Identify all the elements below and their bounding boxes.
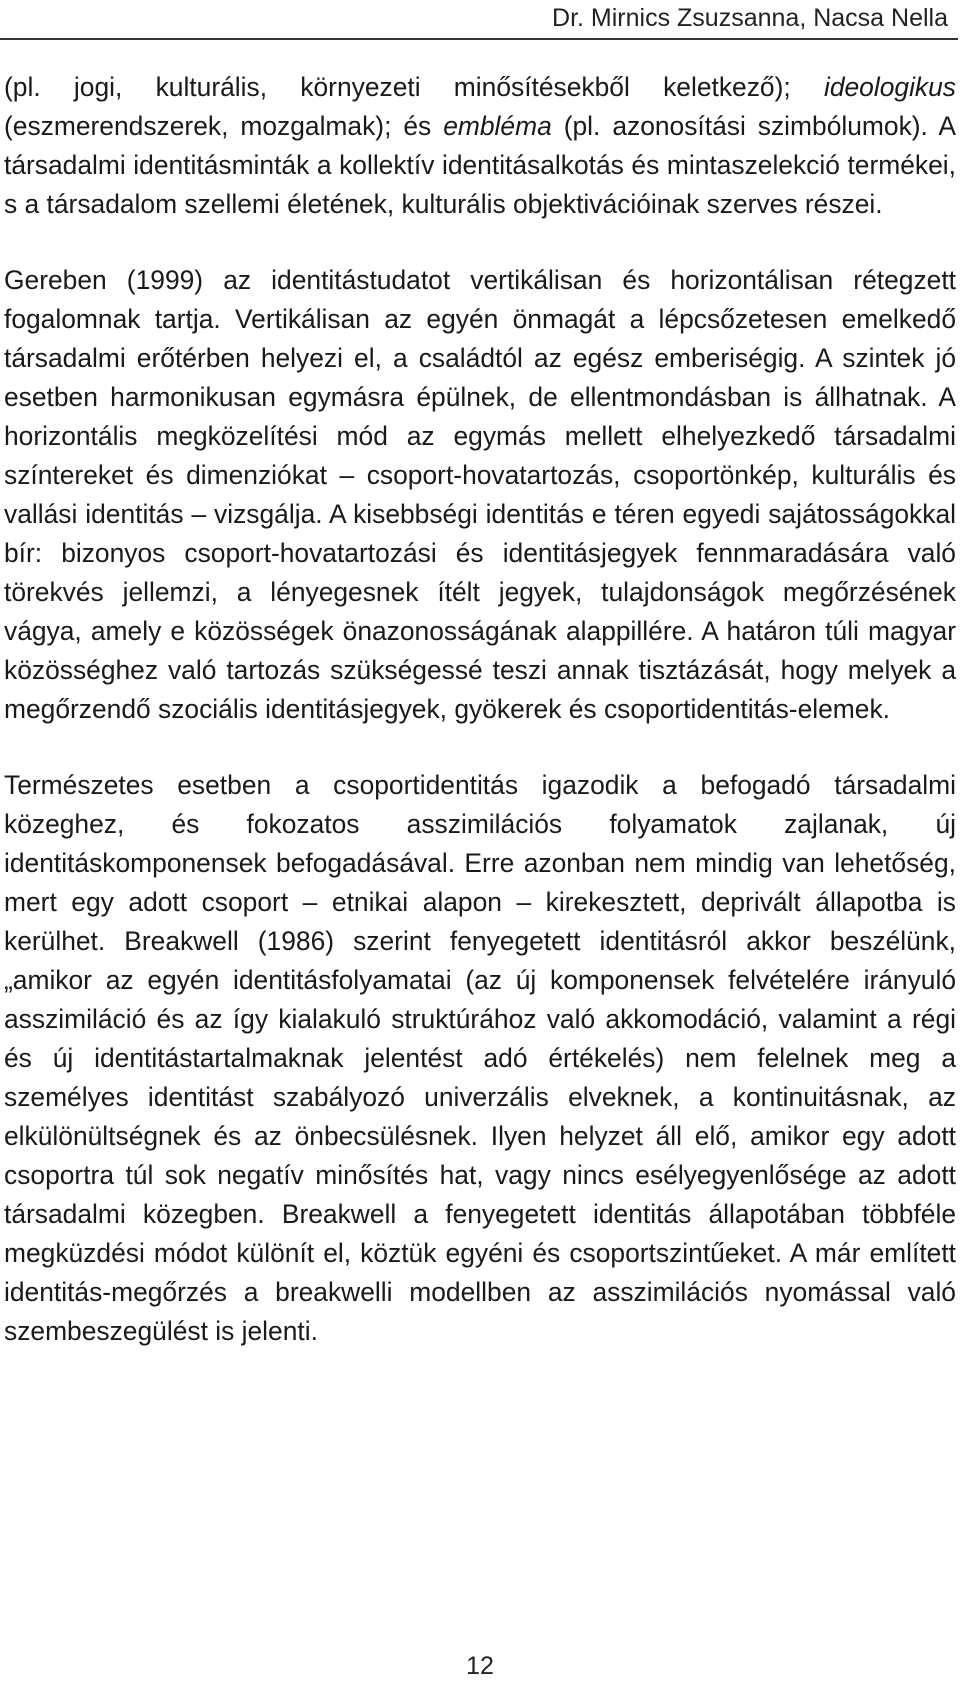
body-text	[4, 68, 956, 1351]
header-divider	[0, 38, 958, 40]
paragraph-2: Gereben (1999) az identitástudatot vertikálisan és horizontálisan rétegzett fogalomnak tartja. Vertikálisan az egyén önmagát a lépcsőzetesen emelkedő társadalmi erőtérben helyezi el, a családtól az egész emberiségig. A szintek jó esetben harmonikusan egymásra épülnek, de ellentmondásban is állhatnak. A horizontális megközelítési mód az egymás mellett elhelyezkedő társadalmi színtereket és dimenziókat – csoport-hovatartozás, csoportönkép, kulturális és vallási identitás – vizsgálja. A kisebbségi identitás e téren egyedi sajátosságokkal bír: bizonyos csoport-hovatartozási és identitásjegyek fennmaradására való törekvés jellemzi, a lényegesnek ítélt jegyek, tulajdonságok megőrzésének vágya, amely e közösségek önazonosságának alappillére. A határon túli magyar közösséghez való tartozás szükségessé teszi annak tisztázását, hogy melyek a megőrzendő szociális identitásjegyek, gyökerek és csoportidentitás-elemek.	[4, 265, 956, 724]
running-header-authors: Dr. Mirnics Zsuzsanna, Nacsa Nella	[552, 4, 948, 32]
paragraph-3: Természetes esetben a csoportidentitás igazodik a befogadó társadalmi közeghez, és fokozatos asszimilációs folyamatok zajlanak, új identitáskomponensek befogadásával. Erre azonban nem mindig van lehetőség, mert egy adott csoport – etnikai alapon – kirekesztett, deprivált állapotba is kerülhet. Breakwell (1986) szerint fenyegetett identitásról akkor beszélünk, „amikor az egyén identitásfolyamatai (az új komponensek felvételére irányuló asszimiláció és az így kialakuló struktúrához való akkomodáció, valamint a régi és új identitástartalmaknak jelentést adó értékelés) nem felelnek meg a személyes identitást szabályozó univerzális elveknek, a kontinuitásnak, az elkülönültségnek és az önbecsülésnek. Ilyen helyzet áll elő, amikor egy adott csoportra túl sok negatív minősítés hat, vagy nincs esélyegyenlősége az adott társadalmi közegben. Breakwell a fenyegetett identitás állapotában többféle megküzdési módot különít el, köztük egyéni és csoportszintűeket. A már említett identitás-megőrzés a breakwelli modellben az asszimilációs nyomással való szembeszegülést is jelenti.	[4, 770, 956, 1346]
page-number: 12	[466, 1652, 494, 1680]
paragraph-1-italic-ideologikus: ideologikus	[823, 72, 956, 102]
paragraph-1-text-a: (pl. jogi, kulturális, környezeti minősítésekből keletkező);	[4, 72, 824, 102]
paragraph-1-text-c: (pl. azonosítási szimbólumok). A társadalmi identitásminták a kollektív identitásalkotás és mintaszelekció termékei, s a társadalom szellemi életének, kulturális objektivációinak szerves részei.	[4, 111, 956, 219]
paragraph-1-text-b: (eszmerendszerek, mozgalmak); és	[4, 111, 444, 141]
paragraph-1-italic-embléma: embléma	[443, 111, 552, 141]
paragraph-1	[4, 68, 956, 224]
